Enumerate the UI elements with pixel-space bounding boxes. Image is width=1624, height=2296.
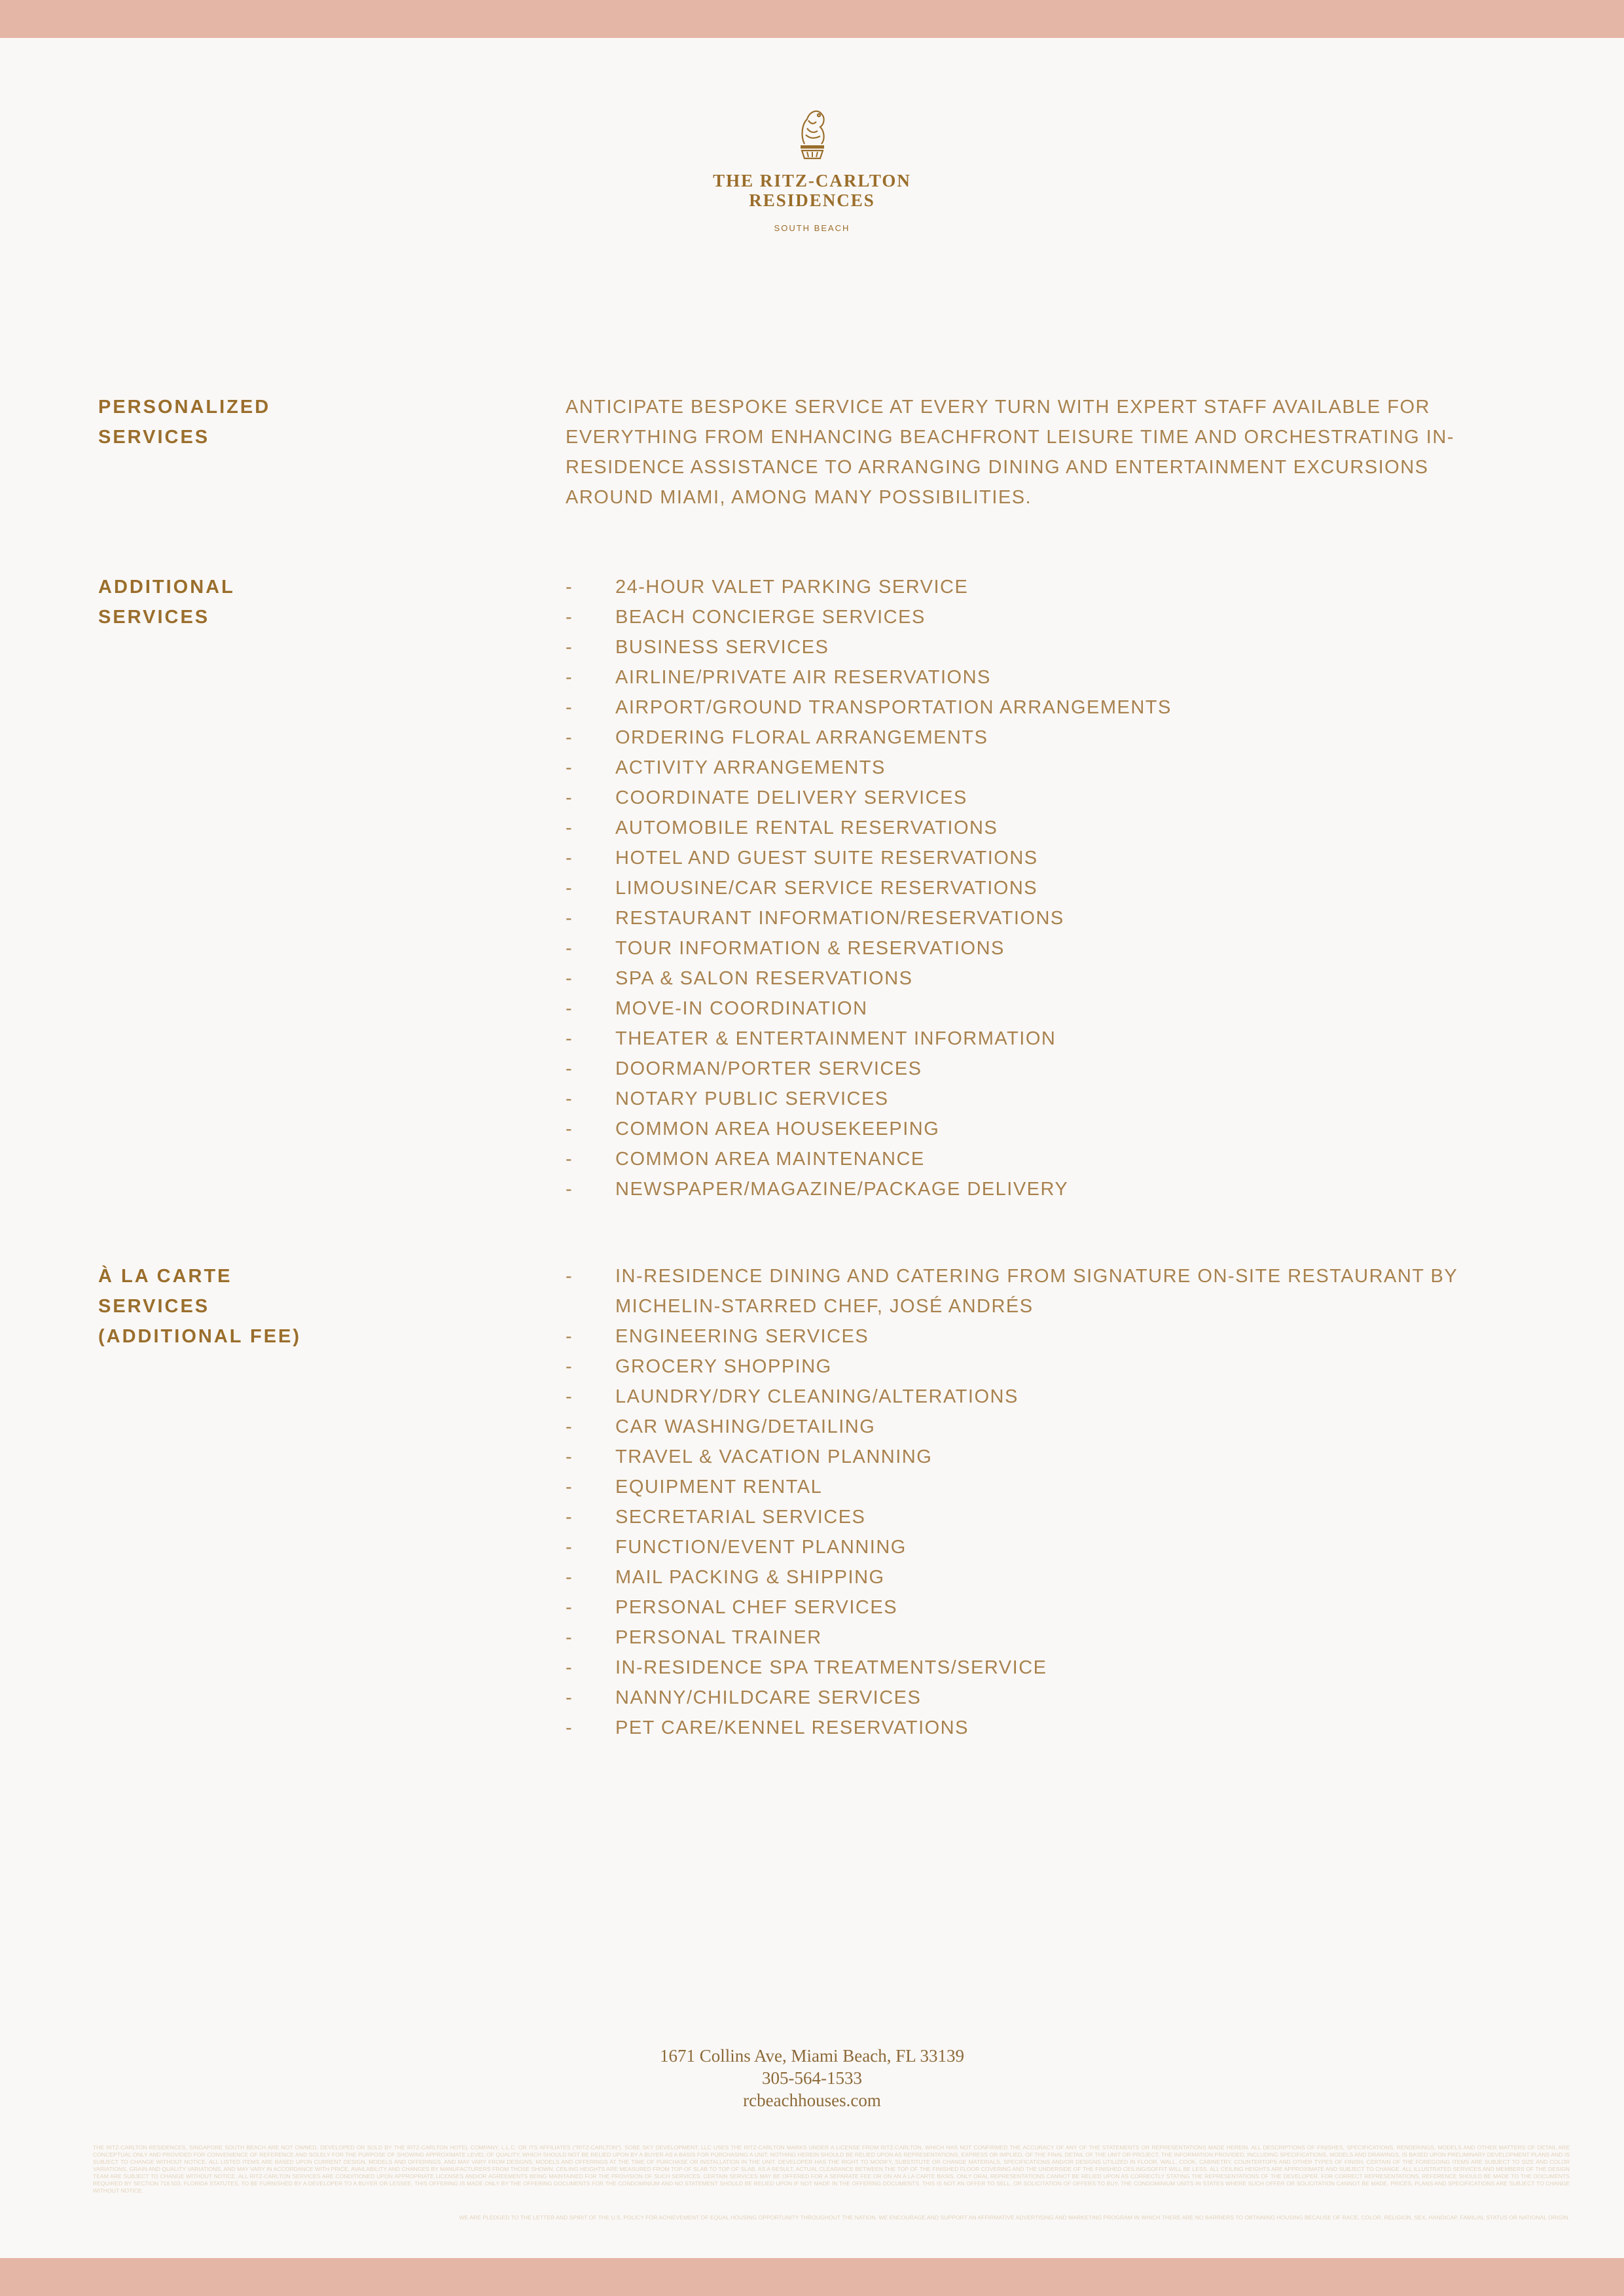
list-dash: -	[566, 757, 573, 778]
list-item: - IN-RESIDENCE SPA TREATMENTS/SERVICE	[566, 1653, 1495, 1683]
contact-block	[0, 2045, 1624, 2111]
list-item: - HOTEL AND GUEST SUITE RESERVATIONS	[566, 843, 1495, 873]
list-dash: -	[566, 998, 573, 1019]
list-item: - COMMON AREA HOUSEKEEPING	[566, 1114, 1495, 1144]
list-item: - TRAVEL & VACATION PLANNING	[566, 1442, 1495, 1472]
brand-name-line2: RESIDENCES	[749, 190, 875, 210]
list-dash: -	[566, 1477, 573, 1498]
list-item: - NOTARY PUBLIC SERVICES	[566, 1084, 1495, 1114]
list-item: - BUSINESS SERVICES	[566, 632, 1495, 662]
brand-name-line1: THE RITZ-CARLTON	[713, 171, 911, 190]
list-item: - FUNCTION/EVENT PLANNING	[566, 1532, 1495, 1562]
list-dash: -	[566, 1627, 573, 1648]
section-label-additional: ADDITIONAL SERVICES	[98, 577, 235, 628]
list-item: - AIRLINE/PRIVATE AIR RESERVATIONS	[566, 662, 1495, 692]
list-item: - 24-HOUR VALET PARKING SERVICE	[566, 572, 1495, 602]
alacarte-services-list	[566, 1261, 1495, 1743]
phone-number[interactable]: 305-564-1533	[762, 2068, 862, 2088]
list-item: - AUTOMOBILE RENTAL RESERVATIONS	[566, 813, 1495, 843]
list-item: - RESTAURANT INFORMATION/RESERVATIONS	[566, 903, 1495, 933]
list-dash: -	[566, 908, 573, 929]
list-dash: -	[566, 1717, 573, 1738]
website-link[interactable]: rcbeachhouses.com	[743, 2090, 881, 2110]
list-item: - AIRPORT/GROUND TRANSPORTATION ARRANGEMENTS	[566, 692, 1495, 723]
list-item: - PERSONAL CHEF SERVICES	[566, 1592, 1495, 1623]
list-dash: -	[566, 817, 573, 838]
list-dash: -	[566, 1657, 573, 1678]
list-item: - ENGINEERING SERVICES	[566, 1321, 1495, 1352]
list-dash: -	[566, 637, 573, 658]
list-item: - COORDINATE DELIVERY SERVICES	[566, 783, 1495, 813]
address: 1671 Collins Ave, Miami Beach, FL 33139	[660, 2046, 964, 2066]
list-dash: -	[566, 607, 573, 628]
bottom-color-band	[0, 2258, 1624, 2296]
list-dash: -	[566, 1416, 573, 1437]
additional-services-list	[566, 572, 1495, 1204]
list-dash: -	[566, 1119, 573, 1139]
list-item: - NEWSPAPER/MAGAZINE/PACKAGE DELIVERY	[566, 1174, 1495, 1204]
list-item: - NANNY/CHILDCARE SERVICES	[566, 1683, 1495, 1713]
section-label-alacarte: À LA CARTE SERVICES (ADDITIONAL FEE)	[98, 1266, 302, 1347]
list-item: - CAR WASHING/DETAILING	[566, 1412, 1495, 1442]
section-label-personalized: PERSONALIZED SERVICES	[98, 397, 271, 448]
list-item: - MAIL PACKING & SHIPPING	[566, 1562, 1495, 1592]
list-dash: -	[566, 1266, 573, 1287]
list-item: - ACTIVITY ARRANGEMENTS	[566, 753, 1495, 783]
equal-housing-statement: WE ARE PLEDGED TO THE LETTER AND SPIRIT OF THE U.S. POLICY FOR ACHIEVEMENT OF EQUAL HOUSING OPPORTUNITY THROUGHOUT THE NATION. WE ENCOURAGE AND SUPPORT AN AFFIRMATIVE ADVERTISING AND MARKETING PROGRAM IN WHICH THERE ARE NO BARRIERS TO OBTAINING HOUSING BECAUSE OF RACE, COLOR, RELIGION, SEX, HANDICAP, FAMILIAL STATUS OR NATIONAL ORIGIN.	[459, 2214, 1570, 2221]
list-dash: -	[566, 667, 573, 688]
list-dash: -	[566, 727, 573, 748]
lion-crest-icon	[794, 105, 831, 161]
list-dash: -	[566, 1567, 573, 1588]
list-item: - IN-RESIDENCE DINING AND CATERING FROM SIGNATURE ON-SITE RESTAURANT BY MICHELIN-STARRED CHEF, JOSÉ ANDRÉS	[566, 1261, 1495, 1321]
list-dash: -	[566, 1507, 573, 1528]
brand-logo	[0, 105, 1624, 233]
list-dash: -	[566, 878, 573, 899]
list-dash: -	[566, 848, 573, 869]
list-dash: -	[566, 1149, 573, 1170]
list-dash: -	[566, 1356, 573, 1377]
list-dash: -	[566, 697, 573, 718]
list-dash: -	[566, 1537, 573, 1558]
list-dash: -	[566, 787, 573, 808]
personalized-services-text: ANTICIPATE BESPOKE SERVICE AT EVERY TURN WITH EXPERT STAFF AVAILABLE FOR EVERYTHING FROM ENHANCING BEACHFRONT LEISURE TIME AND ORCHESTRATING IN-RESIDENCE ASSISTANCE TO ARRANGING DINING AND ENTERTAINMENT EXCURSIONS AROUND MIAMI, AMONG MANY POSSIBILITIES.	[566, 397, 1454, 508]
list-dash: -	[566, 938, 573, 959]
list-dash: -	[566, 1386, 573, 1407]
list-item: - PERSONAL TRAINER	[566, 1623, 1495, 1653]
list-item: - LAUNDRY/DRY CLEANING/ALTERATIONS	[566, 1382, 1495, 1412]
list-item: - GROCERY SHOPPING	[566, 1352, 1495, 1382]
list-dash: -	[566, 1088, 573, 1109]
list-dash: -	[566, 1058, 573, 1079]
list-dash: -	[566, 1597, 573, 1618]
top-color-band	[0, 0, 1624, 38]
legal-disclaimer: THE RITZ-CARLTON RESIDENCES, SINGAPORE SOUTH BEACH ARE NOT OWNED, DEVELOPED OR SOLD BY THE RITZ-CARLTON HOTEL COMPANY, L.L.C. OR ITS AFFILIATES ("RITZ-CARLTON"). SOBE SKY DEVELOPMENT, LLC USES THE RITZ-CARLTON MARKS UNDER A LICENSE FROM RITZ-CARLTON, WHICH HAS NOT CONFIRMED THE ACCURACY OF ANY OF THE STATEMENTS OR REPRESENTATIONS MADE HEREIN. ALL DESCRIPTIONS OF FINISHES, SPECIFICATIONS, RENDERINGS, MODELS AND OTHER MATTERS OF DETAIL ARE CONCEPTUAL ONLY AND PROVIDED FOR CONVENIENCE OF REFERENCE AND SOLELY FOR THE PURPOSE OF SHOWING APPROXIMATE LEVEL OF QUALITY, WHICH SHOULD NOT BE RELIED UPON BY A BUYER AS A BASIS FOR PURCHASING A UNIT. NOTHING HEREIN SHOULD BE RELIED UPON AS REPRESENTATIONS, EXPRESS OR IMPLIED, OF THE FINAL DETAIL OF THE UNIT OR PROJECT. THE INFORMATION PROVIDED, INCLUDING SPECIFICATIONS, MODELS AND DRAWINGS, IS BASED UPON PRELIMINARY DEVELOPMENT PLANS AND IS SUBJECT TO CHANGE WITHOUT NOTICE. ALL LISTED ITEMS ARE BASED UPON CURRENT DESIGN, MODELS AND OFFERINGS, AND MAY VARY FROM DESIGNS, MODELS AND OFFERINGS AT THE TIME OF PURCHASE OR INSTALLATION IN THE UNIT. DEVELOPER HAS THE RIGHT TO MODIFY, SUBSTITUTE OR CHANGE MATERIALS, SPECIFICATIONS AND/OR DESIGNS UTILIZED IN FLOOR, WALL, COOK, CABINETRY, COUNTERTOPS AND OTHER TYPES OF FINISH. CERTAIN OF THE FOREGOING ITEMS ARE SUBJECT TO SIZE AND COLOR VARIATIONS, GRAIN AND QUALITY VARIATIONS, AND MAY VARY IN ACCORDANCE WITH PRICE, AVAILABILITY AND CHANGES BY MANUFACTURERS FROM THOSE SHOWN. CEILING HEIGHTS ARE MEASURED FROM TOP OF SLAB TO TOP OF SLAB. AS A RESULT, ACTUAL CLEARANCE BETWEEN THE TOP OF THE FINISHED FLOOR COVERING AND THE UNDERSIDE OF THE FINISHED CEILING/SOFFIT WILL BE LESS. ALL CEILING HEIGHTS ARE APPROXIMATE AND SUBJECT TO CHANGE. ALL ILLUSTRATED SERVICES AND MEMBERS OF THE DESIGN TEAM ARE SUBJECT TO CHANGE WITHOUT NOTICE. ALL RITZ-CARLTON SERVICES ARE CONDITIONED UPON APPROPRIATE LICENSES AND/OR AGREEMENTS BEING MAINTAINED FOR THE PROVISION OF SUCH SERVICES. CERTAIN SERVICES MAY BE OFFERED FOR A SEPARATE FEE OR ON AN A LA CARTE BASIS. ONLY ORAL REPRESENTATIONS CANNOT BE RELIED UPON AS CORRECTLY STATING THE REPRESENTATIONS OF THE DEVELOPER. FOR CORRECT REPRESENTATIONS, REFERENCE SHOULD BE MADE TO THE DOCUMENTS REQUIRED BY SECTION 718.503, FLORIDA STATUTES, TO BE FURNISHED BY A DEVELOPER TO A BUYER OR LESSEE. THIS OFFERING IS MADE ONLY BY THE OFFERING DOCUMENTS FOR THE CONDOMINIUM AND NO STATEMENT SHOULD BE RELIED UPON IF NOT MADE IN THE OFFERING DOCUMENTS. THIS IS NOT AN OFFER TO SELL, OR SOLICITATION OF OFFERS TO BUY, THE CONDOMINIUM UNITS IN STATES WHERE SUCH OFFER OR SOLICITATION CANNOT BE MADE. PRICES, PLANS AND SPECIFICATIONS ARE SUBJECT TO CHANGE WITHOUT NOTICE.	[93, 2144, 1570, 2194]
brand-location: SOUTH BEACH	[774, 223, 850, 233]
list-item: - DOORMAN/PORTER SERVICES	[566, 1054, 1495, 1084]
list-dash: -	[566, 1687, 573, 1708]
list-dash: -	[566, 1326, 573, 1347]
list-dash: -	[566, 1028, 573, 1049]
list-item: - PET CARE/KENNEL RESERVATIONS	[566, 1713, 1495, 1743]
list-dash: -	[566, 1446, 573, 1467]
list-item: - BEACH CONCIERGE SERVICES	[566, 602, 1495, 632]
list-item: - EQUIPMENT RENTAL	[566, 1472, 1495, 1502]
list-dash: -	[566, 968, 573, 989]
list-dash: -	[566, 1179, 573, 1200]
list-dash: -	[566, 577, 573, 598]
list-item: - THEATER & ENTERTAINMENT INFORMATION	[566, 1024, 1495, 1054]
list-item: - MOVE-IN COORDINATION	[566, 994, 1495, 1024]
list-item: - TOUR INFORMATION & RESERVATIONS	[566, 933, 1495, 963]
list-item: - COMMON AREA MAINTENANCE	[566, 1144, 1495, 1174]
list-item: - SECRETARIAL SERVICES	[566, 1502, 1495, 1532]
list-item: - ORDERING FLORAL ARRANGEMENTS	[566, 723, 1495, 753]
list-item: - LIMOUSINE/CAR SERVICE RESERVATIONS	[566, 873, 1495, 903]
list-item: - SPA & SALON RESERVATIONS	[566, 963, 1495, 994]
